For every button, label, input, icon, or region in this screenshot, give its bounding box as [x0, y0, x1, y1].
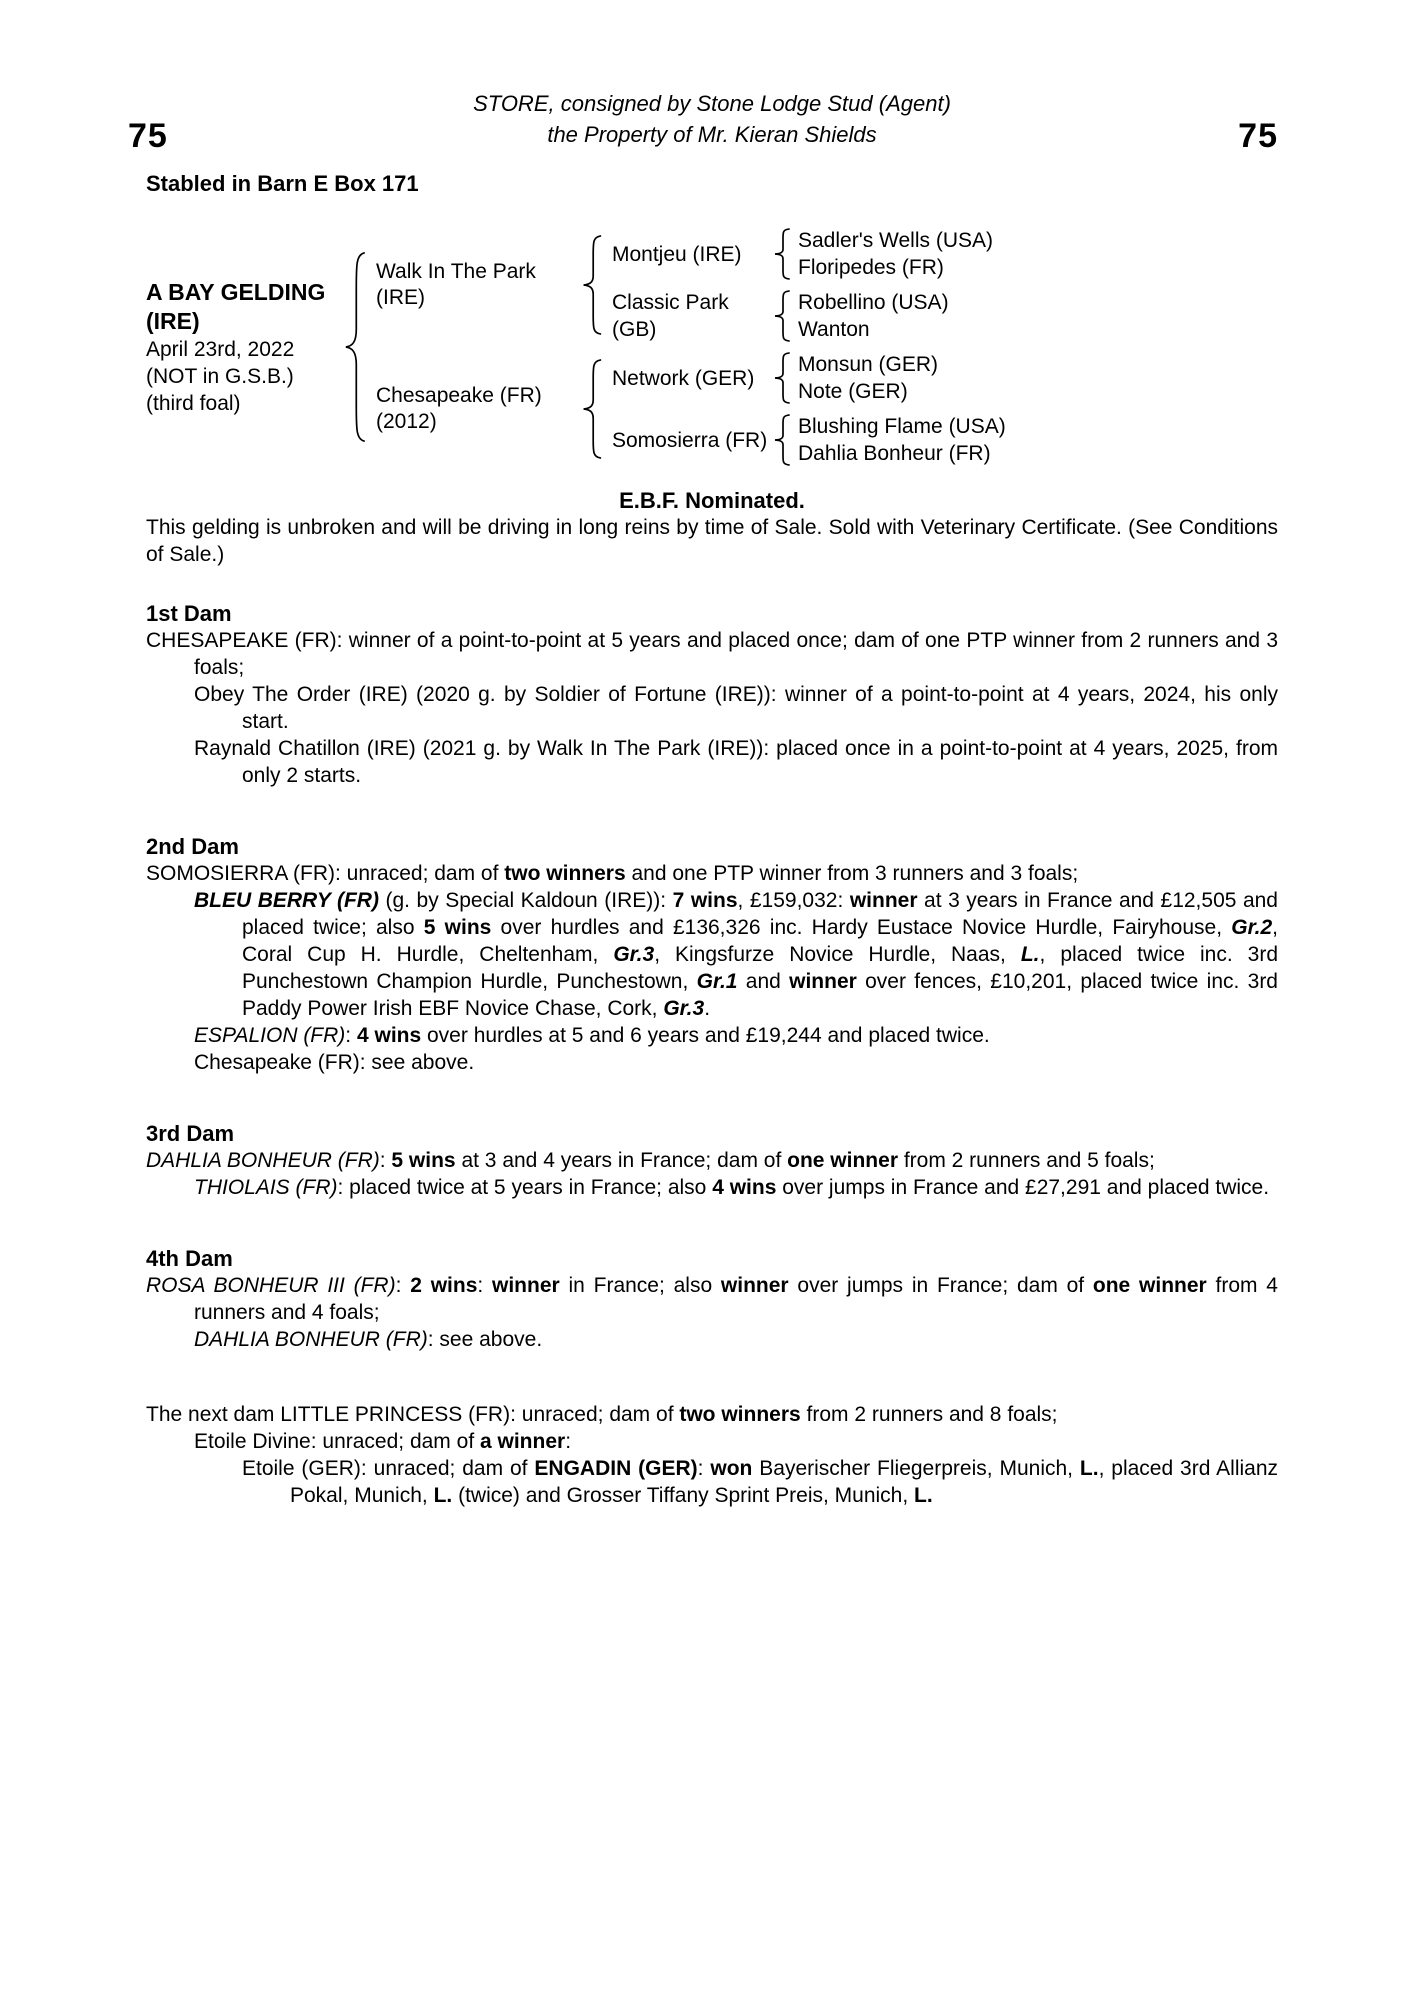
- second-dam-name: Somosierra (FR): [612, 428, 768, 452]
- great-grandparents: [792, 289, 949, 343]
- sale-conditions-paragraph: This gelding is unbroken and will be driving in long reins by time of Sale. Sold with Veterinary Certificate. (See Conditions of Sale.): [146, 516, 1278, 566]
- pedigree-brace-icon: [342, 249, 368, 445]
- lot-number-right: 75: [1238, 117, 1278, 155]
- pedigree-brace-icon: [772, 290, 792, 342]
- next-dam-produce: Etoile Divine: unraced; dam of a winner:: [194, 1430, 572, 1453]
- sire-name-text: Walk In The Park (IRE): [376, 260, 536, 309]
- pedigree-brace-icon: [772, 352, 792, 404]
- sire-branch: [368, 223, 1006, 347]
- pedigree-table: [146, 223, 1278, 471]
- pedigree-brace-icon: [580, 234, 604, 336]
- subject-name: A BAY GELDING (IRE): [146, 278, 326, 334]
- grandsire-branch: [604, 227, 993, 281]
- first-dam-heading: 1st Dam: [146, 601, 232, 626]
- second-dam-heading: 2nd Dam: [146, 834, 239, 859]
- first-dam-produce: Raynald Chatillon (IRE) (2021 g. by Walk In The Park (IRE)): placed once in a point-to-point at 4 years, 2025, from only 2 starts.: [194, 737, 1278, 787]
- pedigree-brace-icon: [580, 358, 604, 460]
- second-dam-produce: ESPALION (FR): 4 wins over hurdles at 5 and 6 years and £19,244 and placed twice.: [194, 1024, 990, 1047]
- dam-year-text: (2012): [376, 410, 437, 433]
- third-dam-produce: THIOLAIS (FR): placed twice at 5 years in France; also 4 wins over jumps in France and £27,291 and placed twice.: [194, 1176, 1270, 1199]
- page-header: [128, 88, 1278, 155]
- stabling-line: Stabled in Barn E Box 171: [146, 171, 419, 196]
- great-grandparent-name: Dahlia Bonheur (FR): [798, 442, 991, 465]
- ebf-nominated-heading: E.B.F. Nominated.: [619, 488, 805, 513]
- subject-block: [146, 278, 342, 417]
- granddam-branch: [604, 289, 993, 343]
- great-grandparent-name: Blushing Flame (USA): [798, 415, 1006, 438]
- damsire-name: Network (GER): [612, 366, 755, 390]
- pedigree-generations: [368, 223, 1006, 471]
- lot-number-left: 75: [128, 117, 168, 155]
- fourth-dam-produce: DAHLIA BONHEUR (FR): see above.: [194, 1328, 543, 1351]
- subject-foaling-date: April 23rd, 2022: [146, 337, 295, 361]
- sire-grandparents: [604, 223, 993, 347]
- third-dam-heading: 3rd Dam: [146, 1121, 235, 1146]
- subject-foal-number: (third foal): [146, 391, 241, 415]
- consignor-line: STORE, consigned by Stone Lodge Stud (Agent): [473, 91, 951, 116]
- grandsire-name: Montjeu (IRE): [612, 242, 742, 266]
- second-dam-produce: BLEU BERRY (FR) (g. by Special Kaldoun (IRE)): 7 wins, £159,032: winner at 3 years in France and £12,505 and placed twice; also 5 wins over hurdles and £136,326 inc. Hardy Eustace Novice Hurdle, Fairyhouse, Gr.2, Coral Cup H. Hurdle, Cheltenham, Gr.3, Kingsfurze Novice Hurdle, Naas, L., placed twice inc. 3rd Punchestown Champion Hurdle, Punchestown, Gr.1 and winner over fences, £10,201, placed twice inc. 3rd Paddy Power Irish EBF Novice Chase, Cork, Gr.3.: [194, 889, 1279, 1020]
- dam-name-text: Chesapeake (FR): [376, 384, 542, 407]
- great-grandparent-name: Floripedes (FR): [798, 256, 944, 279]
- second-dam-entry: SOMOSIERRA (FR): unraced; dam of two winners and one PTP winner from 3 runners and 3 foals;: [146, 862, 1079, 885]
- first-dam-produce: Obey The Order (IRE) (2020 g. by Soldier of Fortune (IRE)): winner of a point-to-point at 4 years, 2024, his only start.: [194, 683, 1278, 733]
- great-grandparents: [792, 351, 938, 405]
- dam-name: [368, 383, 580, 435]
- great-grandparents: [792, 413, 1006, 467]
- great-grandparent-name: Note (GER): [798, 380, 908, 403]
- great-grandparent-name: Wanton: [798, 318, 870, 341]
- subject-gsb-note: (NOT in G.S.B.): [146, 364, 294, 388]
- next-dam-produce: Etoile (GER): unraced; dam of ENGADIN (GER): won Bayerischer Fliegerpreis, Munich, L., placed 3rd Allianz Pokal, Munich, L. (twice) and Grosser Tiffany Sprint Preis, Munich, L.: [242, 1457, 1279, 1507]
- fourth-dam-heading: 4th Dam: [146, 1246, 233, 1271]
- first-dam-entry: CHESAPEAKE (FR): winner of a point-to-point at 5 years and placed once; dam of one PTP winner from 2 runners and 3 foals;: [146, 629, 1278, 679]
- fourth-dam-entry: ROSA BONHEUR III (FR): 2 wins: winner in France; also winner over jumps in France; dam of one winner from 4 runners and 4 foals;: [146, 1274, 1278, 1324]
- next-dam-entry: The next dam LITTLE PRINCESS (FR): unraced; dam of two winners from 2 runners and 8 foals;: [146, 1403, 1058, 1426]
- pedigree-brace-icon: [772, 414, 792, 466]
- second-dam-produce: Chesapeake (FR): see above.: [194, 1051, 475, 1074]
- granddam-name: Classic Park (GB): [612, 291, 729, 341]
- damsire-branch: [604, 351, 1006, 405]
- dam-branch: [368, 347, 1006, 471]
- second-dam-branch: [604, 413, 1006, 467]
- owner-line: the Property of Mr. Kieran Shields: [547, 122, 877, 147]
- great-grandparent-name: Monsun (GER): [798, 353, 939, 376]
- great-grandparents: [792, 227, 993, 281]
- great-grandparent-name: Sadler's Wells (USA): [798, 229, 993, 252]
- sire-name: [368, 259, 580, 311]
- great-grandparent-name: Robellino (USA): [798, 291, 949, 314]
- third-dam-entry: DAHLIA BONHEUR (FR): 5 wins at 3 and 4 years in France; dam of one winner from 2 runners and 5 foals;: [146, 1149, 1155, 1172]
- pedigree-brace-icon: [772, 228, 792, 280]
- dam-grandparents: [604, 347, 1006, 471]
